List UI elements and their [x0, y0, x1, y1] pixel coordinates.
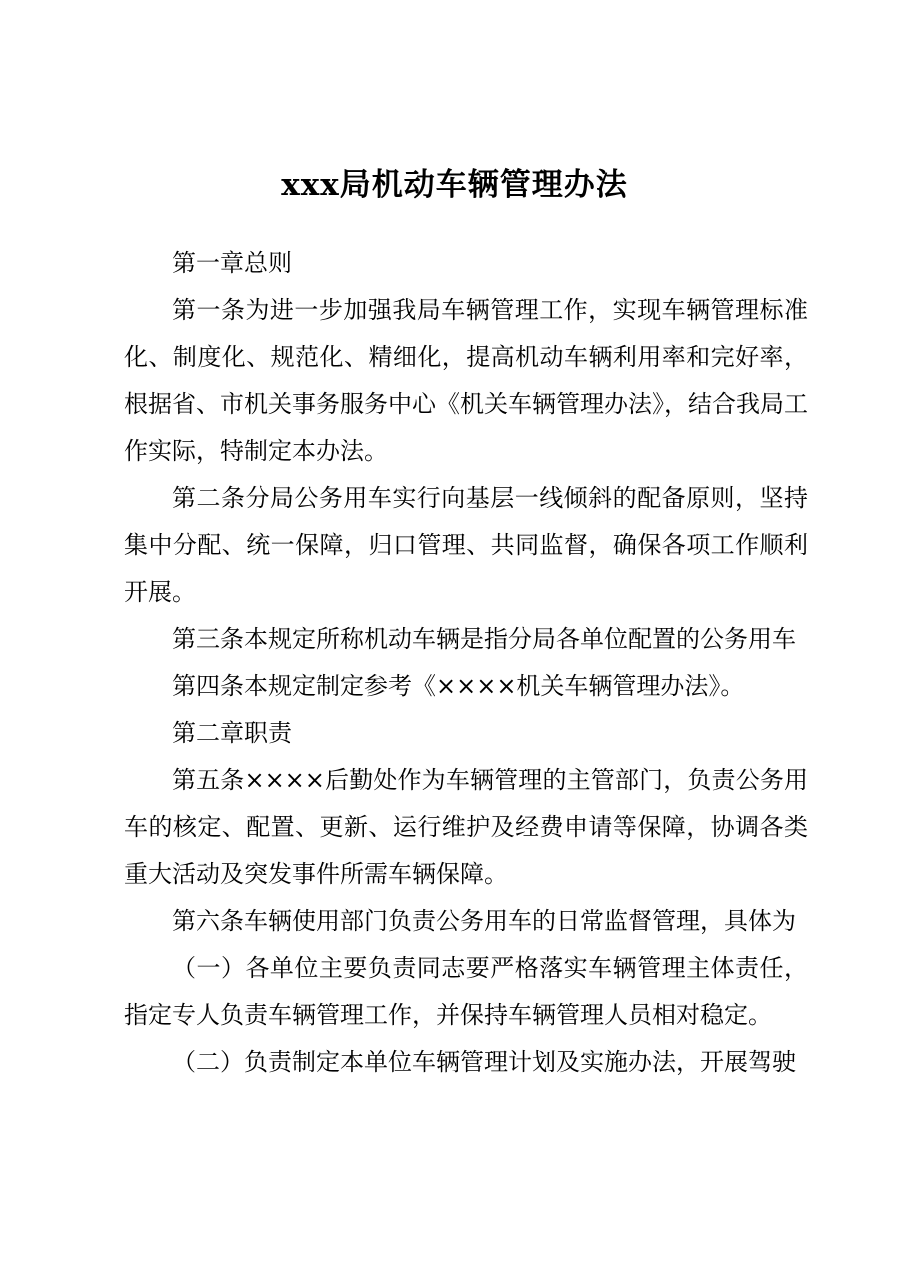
- list-item-paragraph: （二）负责制定本单位车辆管理计划及实施办法，开展驾驶: [172, 1048, 796, 1076]
- chapter-heading: 第二章职责: [172, 719, 292, 747]
- article-paragraph: 第二条分局公务用车实行向基层一线倾斜的配备原则，坚持集中分配、统一保障，归口管理、共同监督，确保各项工作顺利开展。: [124, 484, 808, 606]
- article-paragraph: 第六条车辆使用部门负责公务用车的日常监督管理，具体为: [172, 907, 796, 935]
- article-paragraph: 第一条为进一步加强我局车辆管理工作，实现车辆管理标准化、制度化、规范化、精细化，提高机动车辆利用率和完好率，根据省、市机关事务服务中心《机关车辆管理办法》，结合我局工作实际，特制定本办法。: [124, 296, 808, 465]
- document-body: [124, 240, 808, 1086]
- chapter-heading: 第一章总则: [172, 249, 292, 277]
- article-paragraph: 第五条××××后勤处作为车辆管理的主管部门，负责公务用车的核定、配置、更新、运行维护及经费申请等保障，协调各类重大活动及突发事件所需车辆保障。: [124, 766, 808, 888]
- list-item-paragraph: （一）各单位主要负责同志要严格落实车辆管理主体责任，指定专人负责车辆管理工作，并保持车辆管理人员相对稳定。: [124, 954, 808, 1029]
- article-paragraph: 第三条本规定所称机动车辆是指分局各单位配置的公务用车: [172, 625, 796, 653]
- article-paragraph: 第四条本规定制定参考《××××机关车辆管理办法》。: [172, 672, 745, 700]
- document-title: xxx局机动车辆管理办法: [281, 167, 628, 203]
